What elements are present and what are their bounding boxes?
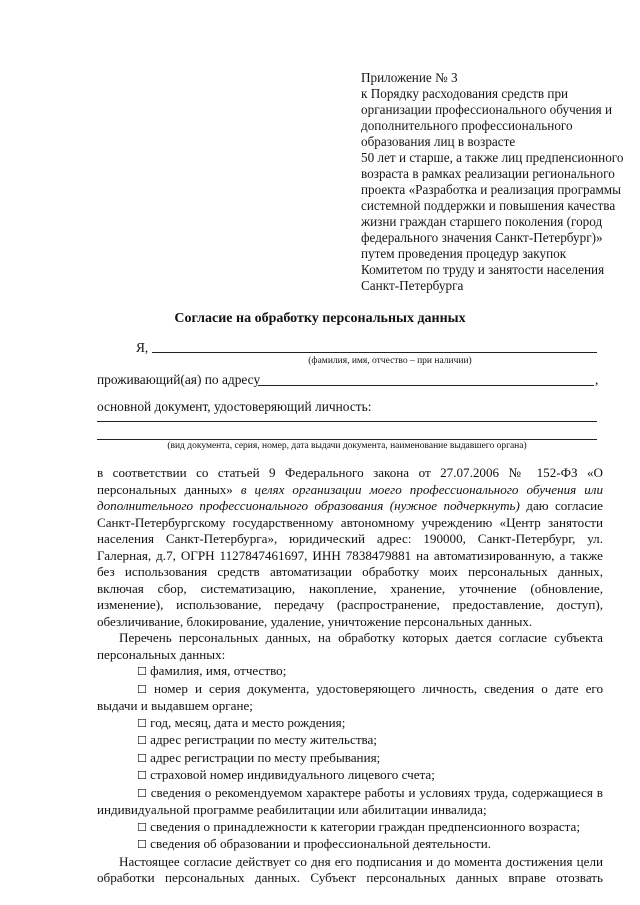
document-hint: (вид документа, серия, номер, дата выдачи документа, наименование выдавшего органа)	[167, 441, 527, 451]
appendix-line: путем проведения процедур закупок	[361, 246, 567, 261]
appendix-line: дополнительного профессионального	[361, 118, 573, 133]
validity-paragraph: Настоящее согласие действует со дня его подписания и до момента достижения цели обработки персональных данных. Субъект персональных данных вправе отозвать	[97, 853, 603, 885]
checkbox-icon[interactable]: ☐	[137, 838, 147, 851]
appendix-line: Приложение № 3	[361, 70, 458, 85]
appendix-line: 50 лет и старше, а также лиц предпенсионного	[361, 150, 624, 165]
checkbox-icon[interactable]: ☐	[137, 769, 147, 782]
data-list-intro: Перечень персональных данных, на обработку которых дается согласие субъекта персональных данных:	[97, 630, 603, 662]
ya-label: Я,	[136, 340, 149, 355]
address-input-line[interactable]	[258, 385, 594, 386]
appendix-line: федерального значения Санкт-Петербург)»	[361, 230, 603, 245]
appendix-line: организации профессионального обучения и	[361, 102, 613, 117]
consent-body	[97, 465, 603, 887]
consent-text-part: в соответствии со статьей 9 Федерального закона от 27.07.2006 № 152-ФЗ «О персональных данных»	[97, 465, 603, 497]
list-item: ☐ сведения о рекомендуемом характере работы и условиях труда, содержащиеся в индивидуальной программе реабилитации или абилитации инвалида;	[97, 784, 603, 817]
appendix-line: Комитетом по труду и занятости населения	[361, 262, 605, 277]
list-item: ☐ номер и серия документа, удостоверяющего личность, сведения о дате его выдачи и выдавшем органе;	[97, 680, 603, 713]
checkbox-icon[interactable]: ☐	[137, 682, 147, 696]
document-label: основной документ, удостоверяющий личность:	[97, 399, 372, 414]
list-item: ☐ сведения о принадлежности к категории граждан предпенсионного возраста;	[137, 818, 580, 834]
checkbox-icon[interactable]: ☐	[137, 751, 147, 765]
checkbox-icon[interactable]: ☐	[137, 665, 147, 678]
page-title: Согласие на обработку персональных данных	[174, 311, 466, 326]
appendix-line: возраста в рамках реализации регионального	[361, 166, 615, 181]
appendix-line: к Порядку расходования средств при	[361, 86, 569, 101]
address-label: проживающий(ая) по адресу	[97, 372, 261, 387]
appendix-line: системной поддержки и повышения качества	[361, 198, 616, 213]
appendix-header	[361, 70, 623, 294]
checkbox-icon[interactable]: ☐	[137, 734, 147, 747]
list-item: ☐ страховой номер индивидуального лицевого счета;	[137, 767, 435, 782]
list-item: ☐ адрес регистрации по месту жительства;	[137, 732, 378, 747]
checkbox-icon[interactable]: ☐	[137, 820, 147, 834]
checkbox-icon[interactable]: ☐	[137, 786, 147, 800]
appendix-line: Санкт-Петербурга	[361, 278, 464, 293]
address-comma: ,	[595, 372, 599, 387]
consent-paragraph	[97, 465, 603, 630]
document-input-line-1[interactable]	[97, 421, 597, 422]
list-item: ☐ сведения об образовании и профессиональной деятельности.	[137, 836, 491, 851]
appendix-line: проекта «Разработка и реализация программы	[361, 182, 622, 197]
appendix-line: жизни граждан старшего поколения (город	[361, 214, 603, 229]
list-item: ☐ год, месяц, дата и место рождения;	[137, 714, 346, 730]
appendix-line: образования лиц в возрасте	[361, 134, 516, 149]
name-hint: (фамилия, имя, отчество – при наличии)	[308, 356, 472, 366]
list-item: ☐ фамилия, имя, отчество;	[137, 663, 287, 678]
checkbox-icon[interactable]: ☐	[137, 716, 147, 730]
name-input-line[interactable]	[152, 352, 597, 353]
consent-purpose-text: в целях организации моего профессионального обучения или дополнительного профессионального образования (нужное подчеркнуть)	[97, 481, 603, 513]
list-item: ☐ адрес регистрации по месту пребывания;	[137, 749, 381, 765]
document-input-line-2[interactable]	[97, 439, 597, 440]
consent-text-part: даю согласие Санкт-Петербургскому государственному автономному учреждению «Центр занятости населения Санкт-Петербурга», юридический адрес: 190000, Санкт-Петербург, ул. Галерная, д.7, ОГРН 1127847461697, ИНН 7838479881 на автоматизированную, а также без использования средств автоматизации обработку моих персональных данных, включая сбор, систематизацию, накопление, хранение, уточнение (обновление, изменение), использование, передачу (распространение, предоставление, доступ), обезличивание, блокирование, удаление, уничтожение персональных данных.	[97, 498, 603, 629]
